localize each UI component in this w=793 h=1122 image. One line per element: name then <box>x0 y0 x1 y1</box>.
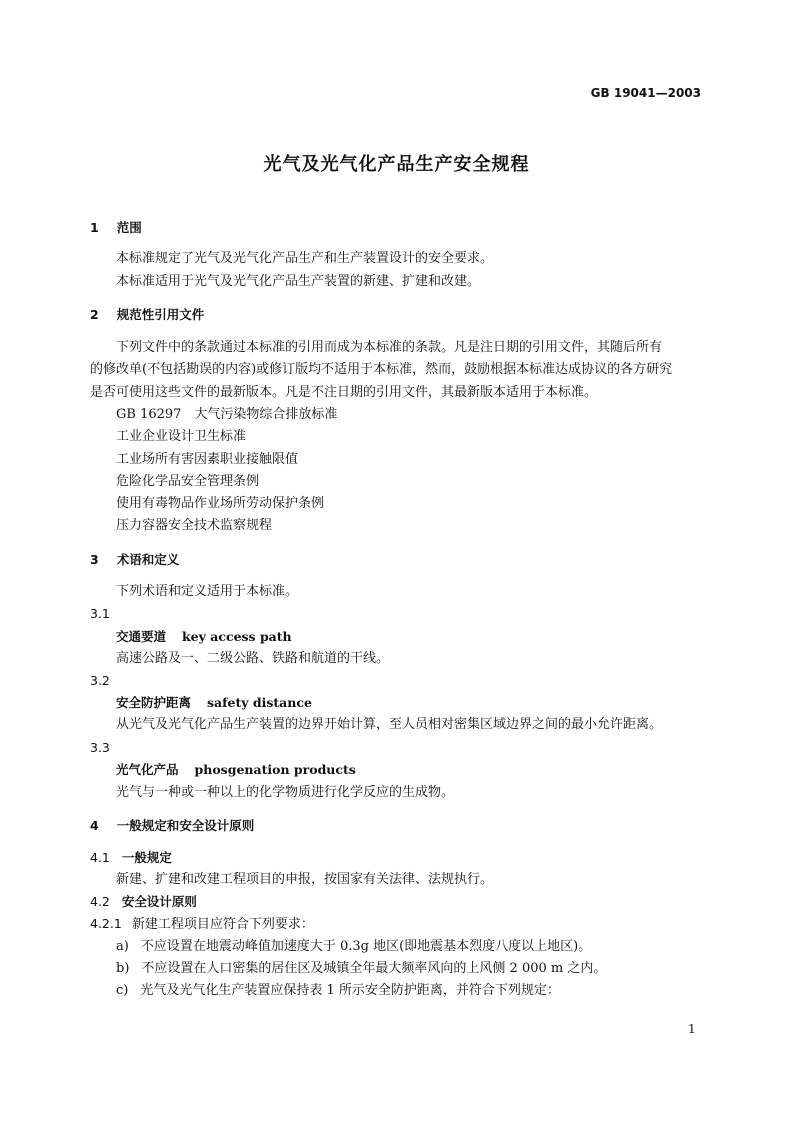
paragraph: 新建、扩建和改建工程项目的申报，按国家有关法律、法规执行。 <box>116 872 494 887</box>
section-2-heading <box>90 306 204 324</box>
standard-number: GB 19041—2003 <box>590 86 701 100</box>
subsection-number: 4.1 <box>90 850 110 865</box>
term-english: safety distance <box>207 695 312 710</box>
paragraph: 下列术语和定义适用于本标准。 <box>116 584 299 599</box>
term-number: 3.2 <box>90 673 110 688</box>
document-title: 光气及光气化产品生产安全规程 <box>263 154 530 175</box>
paragraph-line: 是否可使用这些文件的最新版本。凡是不注日期的引用文件，其最新版本适用于本标准。 <box>90 385 598 400</box>
reference-item: 工业场所有害因素职业接触限值 <box>116 452 299 467</box>
term-number: 3.3 <box>90 740 110 755</box>
section-number: 4 <box>90 818 99 833</box>
subsection-4-2-heading <box>90 893 197 911</box>
list-item-label: a) <box>116 939 129 954</box>
term-chinese: 交通要道 <box>116 629 167 644</box>
term-definition: 高速公路及一、二级公路、铁路和航道的干线。 <box>116 651 390 666</box>
term-heading <box>116 694 312 713</box>
section-title: 一般规定和安全设计原则 <box>116 818 255 833</box>
term-definition: 从光气及光气化产品生产装置的边界开始计算，至人员相对密集区域边界之间的最小允许距离。 <box>116 717 663 732</box>
section-title: 范围 <box>116 220 142 235</box>
section-title: 术语和定义 <box>116 552 180 567</box>
reference-item: 使用有毒物品作业场所劳动保护条例 <box>116 496 325 511</box>
list-item-text: 不应设置在地震动峰值加速度大于 0.3g 地区(即地震基本烈度八度以上地区)。 <box>140 939 592 954</box>
subsection-title: 安全设计原则 <box>121 894 197 909</box>
reference-item: 危险化学品安全管理条例 <box>116 474 260 489</box>
clause-4-2-1 <box>90 915 314 934</box>
section-number: 2 <box>90 307 99 322</box>
page-number: 1 <box>688 1022 696 1036</box>
list-item-label: b) <box>116 961 130 976</box>
list-item-text: 不应设置在人口密集的居住区及城镇全年最大频率风向的上风侧 2 000 m 之内。 <box>141 961 607 976</box>
list-item-text: 光气及光气化生产装置应保持表 1 所示安全防护距离，并符合下列规定： <box>140 983 560 998</box>
term-heading <box>116 761 356 780</box>
list-item-label: c) <box>116 983 129 998</box>
term-number: 3.1 <box>90 606 110 621</box>
section-3-heading <box>90 551 179 569</box>
subsection-number: 4.2 <box>90 894 110 909</box>
subsection-4-1-heading <box>90 849 172 867</box>
reference-item: 工业企业设计卫生标准 <box>116 429 247 444</box>
term-chinese: 光气化产品 <box>116 762 179 777</box>
subsection-title: 一般规定 <box>121 850 172 865</box>
section-4-heading <box>90 817 254 835</box>
section-number: 3 <box>90 552 99 567</box>
term-english: key access path <box>182 629 292 644</box>
term-definition: 光气与一种或一种以上的化学物质进行化学反应的生成物。 <box>116 785 455 800</box>
term-chinese: 安全防护距离 <box>116 695 192 710</box>
section-title: 规范性引用文件 <box>116 307 205 322</box>
clause-text: 新建工程项目应符合下列要求： <box>131 917 314 932</box>
paragraph: 本标准规定了光气及光气化产品生产和生产装置设计的安全要求。 <box>116 251 494 266</box>
list-item <box>116 982 560 1000</box>
reference-item: GB 16297 大气污染物综合排放标准 <box>116 407 338 422</box>
term-heading <box>116 628 292 647</box>
paragraph-line: 下列文件中的条款通过本标准的引用而成为本标准的条款。凡是注日期的引用文件，其随后所有 <box>116 340 663 355</box>
term-english: phosgenation products <box>194 762 356 777</box>
list-item <box>116 960 606 978</box>
paragraph: 本标准适用于光气及光气化产品生产装置的新建、扩建和改建。 <box>116 274 481 289</box>
reference-item: 压力容器安全技术监察规程 <box>116 518 273 533</box>
list-item <box>116 938 591 956</box>
paragraph-line: 的修改单(不包括勘误的内容)或修订版均不适用于本标准，然而，鼓励根据本标准达成协议的各方研究 <box>90 362 673 377</box>
section-1-heading <box>90 219 142 237</box>
clause-number: 4.2.1 <box>90 916 122 931</box>
section-number: 1 <box>90 220 99 235</box>
